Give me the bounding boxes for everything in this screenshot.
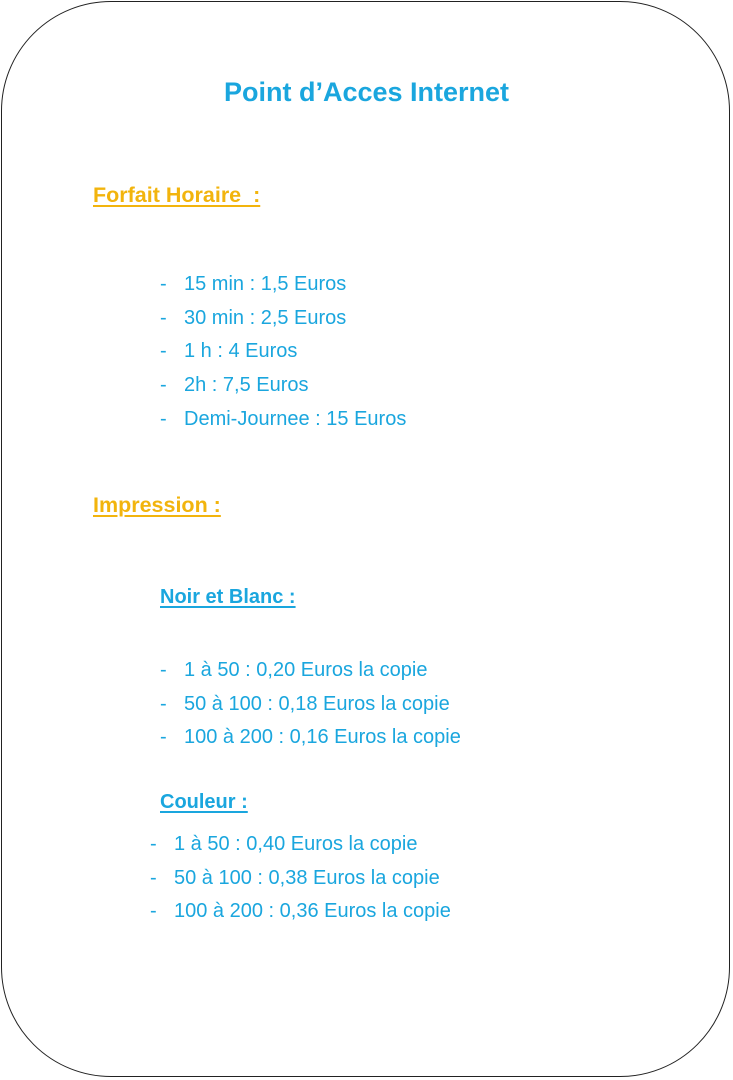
bullet-dash: -	[160, 273, 167, 295]
bullet-dash: -	[160, 407, 167, 430]
bullet-dash: -	[160, 306, 167, 329]
list-item-text: 1 à 50 : 0,20 Euros la copie	[184, 659, 428, 681]
list-item	[150, 862, 451, 896]
couleur-heading: Couleur :	[160, 791, 248, 813]
list-item-text: 50 à 100 : 0,18 Euros la copie	[184, 692, 450, 715]
list-item-text: Demi-Journee : 15 Euros	[184, 407, 407, 430]
list-item	[160, 335, 406, 369]
list-item-text: 100 à 200 : 0,16 Euros la copie	[184, 726, 461, 749]
list-item-text: 2h : 7,5 Euros	[184, 374, 309, 397]
noir-blanc-heading: Noir et Blanc :	[160, 586, 296, 608]
list-item-text: 15 min : 1,5 Euros	[184, 273, 347, 295]
forfait-heading: Forfait Horaire :	[93, 183, 261, 207]
list-item	[150, 895, 451, 929]
bullet-dash: -	[160, 374, 167, 397]
bullet-dash: -	[160, 692, 167, 715]
list-item	[160, 403, 406, 437]
couleur-list	[150, 828, 451, 929]
list-item	[160, 721, 461, 755]
list-item-text: 100 à 200 : 0,36 Euros la copie	[174, 900, 451, 923]
list-item	[160, 369, 406, 403]
list-item-text: 30 min : 2,5 Euros	[184, 306, 347, 329]
bullet-dash: -	[150, 866, 157, 889]
bullet-dash: -	[150, 900, 157, 923]
list-item	[160, 268, 406, 302]
bullet-dash: -	[160, 340, 167, 363]
bullet-dash: -	[160, 659, 167, 681]
list-item	[160, 688, 461, 722]
list-item	[160, 302, 406, 336]
bullet-dash: -	[160, 726, 167, 749]
list-item	[160, 654, 461, 688]
bullet-dash: -	[150, 833, 157, 855]
list-item-text: 50 à 100 : 0,38 Euros la copie	[174, 866, 440, 889]
list-item-text: 1 à 50 : 0,40 Euros la copie	[174, 833, 418, 855]
page-title: Point d’Acces Internet	[223, 77, 510, 107]
list-item	[150, 828, 451, 862]
list-item-text: 1 h : 4 Euros	[184, 340, 298, 363]
impression-heading: Impression :	[93, 493, 221, 517]
noir-blanc-list	[160, 654, 461, 755]
forfait-list	[160, 268, 406, 436]
